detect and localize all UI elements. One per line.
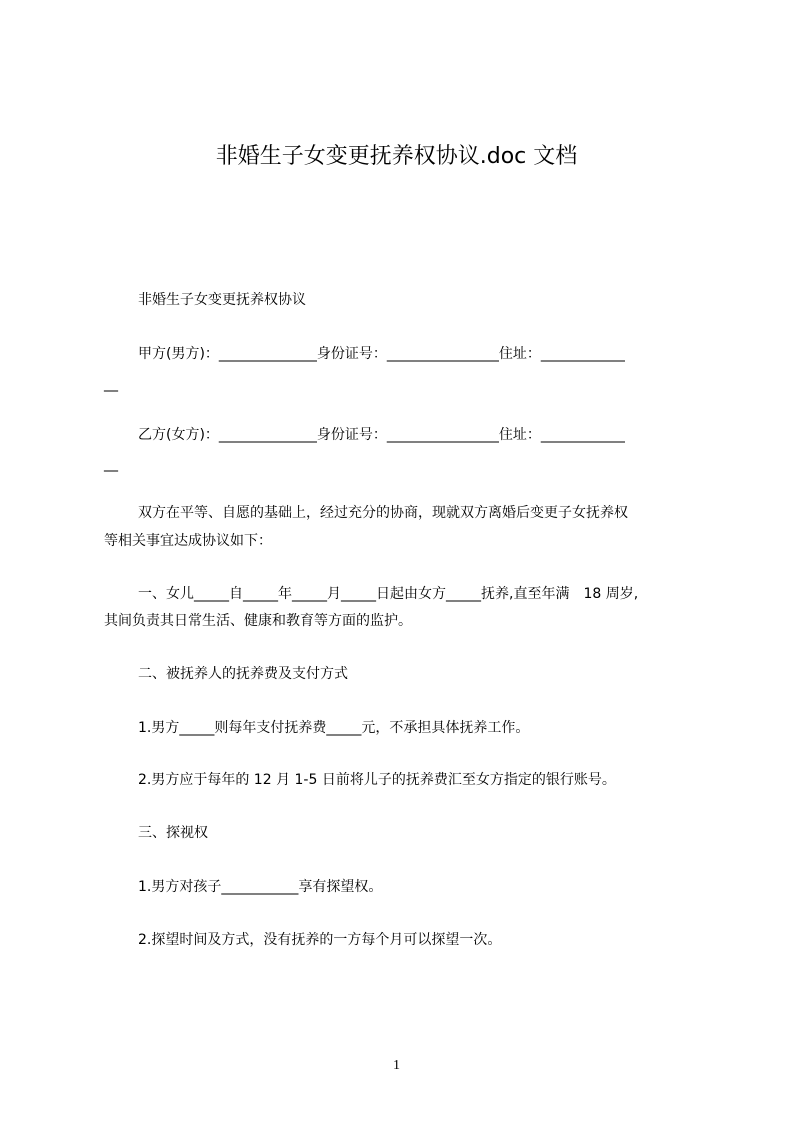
page-number: 1 [393,1058,400,1073]
item-2-1: 1.男方_____则每年支付抚养费_____元，不承担具体抚养工作。 [138,720,530,736]
agreement-heading: 非婚生子女变更抚养权协议 [138,292,306,308]
party-a-line: 甲方(男方)：______________身份证号：________________住址：____________ [138,346,625,362]
clause-1-line1: 一、女儿_____自_____年_____月_____日起由女方_____抚养,直至年满 18 周岁, [138,586,639,602]
intro-paragraph-line2: 等相关事宜达成协议如下： [104,533,272,549]
intro-paragraph-line1: 双方在平等、自愿的基础上，经过充分的协商，现就双方离婚后变更子女抚养权 [138,505,628,521]
document-title: 非婚生子女变更抚养权协议.doc 文档 [215,144,578,169]
section-3-heading: 三、探视权 [138,825,208,841]
section-2-heading: 二、被抚养人的抚养费及支付方式 [138,666,348,682]
party-b-line-continued: __ [104,456,118,472]
item-3-1: 1.男方对孩子___________享有探望权。 [138,879,383,895]
clause-1-line2: 其间负责其日常生活、健康和教育等方面的监护。 [104,613,412,629]
item-3-2: 2.探望时间及方式，没有抚养的一方每个月可以探望一次。 [138,932,502,948]
party-b-line: 乙方(女方)：______________身份证号：________________住址：____________ [138,427,625,443]
party-a-line-continued: __ [104,376,118,392]
item-2-2: 2.男方应于每年的 12 月 1-5 日前将儿子的抚养费汇至女方指定的银行账号。 [138,772,616,788]
